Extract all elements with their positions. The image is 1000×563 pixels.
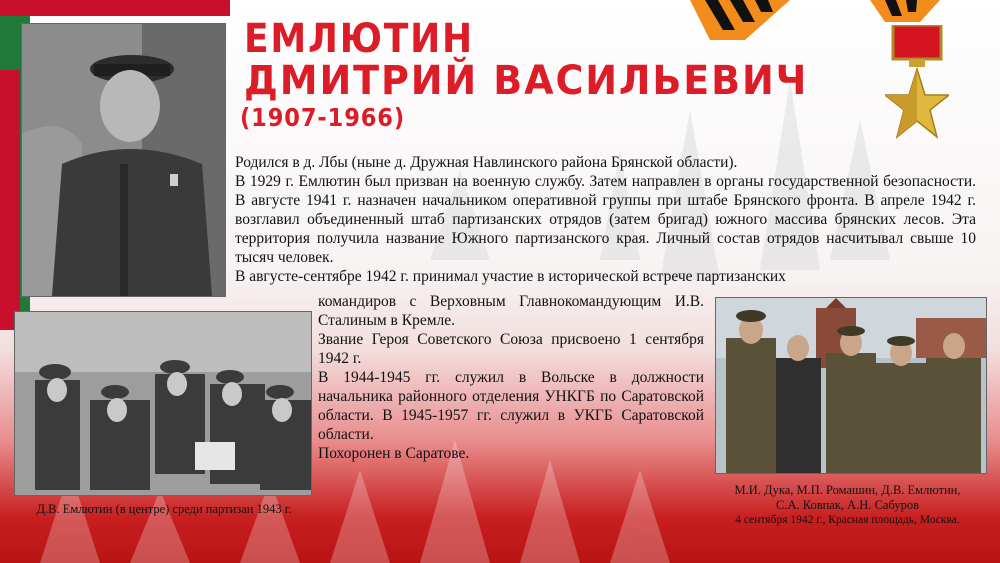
biography-paragraph-hero-title: Звание Героя Советского Союза присвоено 1 сентября 1942 г. bbox=[318, 331, 704, 367]
portrait-photo bbox=[21, 23, 226, 297]
biography-bottom bbox=[318, 292, 704, 463]
biography-top bbox=[235, 153, 976, 286]
hero-life-years: (1907-1966) bbox=[240, 103, 406, 132]
biography-paragraph-burial: Похоронен в Саратове. bbox=[318, 445, 470, 462]
biography-paragraph-birth: Родился в д. Лбы (ныне д. Дружная Навлинского района Брянской области). bbox=[235, 154, 738, 171]
hero-gold-star-medal-icon bbox=[885, 25, 949, 145]
biography-paragraph-meeting-start: В августе-сентябре 1942 г. принимал участие в исторической встрече партизанских bbox=[235, 268, 786, 285]
right-caption-line-3: 4 сентября 1942 г., Красная площадь, Москва. bbox=[735, 514, 960, 526]
biography-paragraph-later-service: В 1944-1945 гг. служил в Вольске в должности начальника районного отделения УНКГБ по Саратовской области. В 1945-1957 гг. служил в УКГБ Саратовской области. bbox=[318, 369, 704, 443]
biography-paragraph-service: В 1929 г. Емлютин был призван на военную службу. Затем направлен в органы государственной безопасности. В августе 1941 г. назначен начальником оперативной группы при штабе Брянского фронта. В апреле 1942 г. возглавил объединенный штаб партизанских отрядов (затем бригад) южного массива брянских лесов. Эта территория получила название Южного партизанского края. Личный состав отрядов насчитывал свыше 10 тысяч человек. bbox=[235, 173, 976, 266]
right-caption-line-2: С.А. Ковпак, А.Н. Сабуров bbox=[775, 498, 920, 512]
left-photo-caption: Д.В. Емлютин (в центре) среди партизан 1943 г. bbox=[36, 502, 292, 516]
hero-full-name: ДМИТРИЙ ВАСИЛЬЕВИЧ bbox=[244, 58, 809, 104]
biography-paragraph-meeting-end: командиров с Верховным Главнокомандующим И.В. Сталиным в Кремле. bbox=[318, 293, 704, 329]
red-square-group-photo bbox=[715, 297, 987, 474]
right-caption-line-1: М.И. Дука, М.П. Ромашин, Д.В. Емлютин, bbox=[734, 483, 961, 497]
right-photo-caption bbox=[705, 483, 990, 528]
hero-surname: ЕМЛЮТИН bbox=[244, 16, 474, 62]
partisans-group-photo bbox=[14, 311, 312, 496]
